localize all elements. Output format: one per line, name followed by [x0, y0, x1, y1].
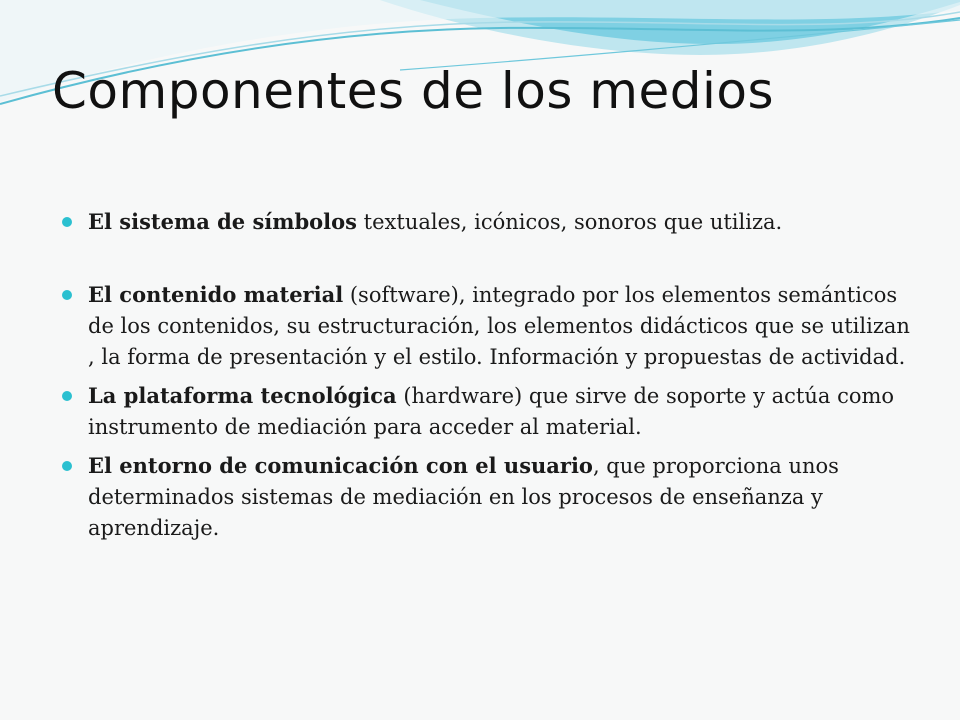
bullet-term: El sistema de símbolos [88, 209, 357, 234]
list-item [62, 206, 912, 238]
bullet-term: El entorno de comunicación con el usuario [88, 453, 593, 478]
bullet-text: (hardware) que sirve de soporte y actúa como instrumento de mediación para acceder al material. [88, 384, 895, 439]
bullet-dot-icon [62, 290, 72, 300]
bullet-dot-icon [62, 217, 72, 227]
list-item [62, 380, 912, 443]
bullet-list [62, 206, 912, 551]
bullet-term: El contenido material [88, 282, 344, 307]
list-item [62, 279, 912, 373]
bullet-text: , que proporciona unos determinados sistemas de mediación en los procesos de enseñanza y aprendizaje. [88, 454, 839, 540]
slide-title: Componentes de los medios [52, 62, 775, 120]
bullet-text: (software), integrado por los elementos semánticos de los contenidos, su estructuración, los elementos didácticos que se utilizan , la forma de presentación y el estilo. Información y propuestas de actividad. [88, 283, 910, 369]
bullet-dot-icon [62, 391, 72, 401]
list-item [62, 450, 912, 544]
bullet-text: textuales, icónicos, sonoros que utiliza. [357, 210, 783, 234]
bullet-dot-icon [62, 461, 72, 471]
bullet-term: La plataforma tecnológica [88, 383, 397, 408]
